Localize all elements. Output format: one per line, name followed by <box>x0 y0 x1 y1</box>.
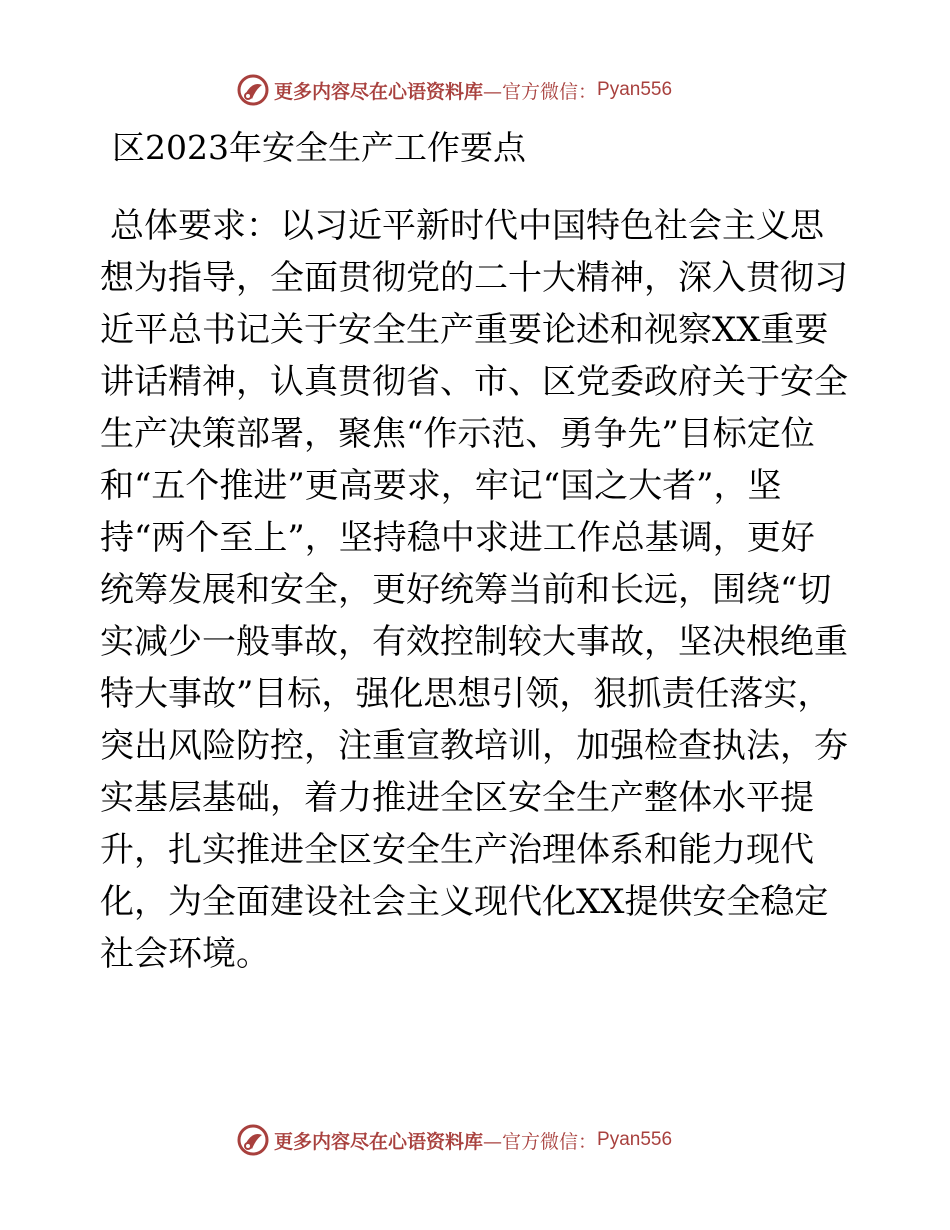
body-line: 近平总书记关于安全生产重要论述和视察XX重要 <box>100 310 829 350</box>
watermark-main-text: 更多内容尽在心语资料库 <box>274 80 484 103</box>
document-body <box>100 200 848 980</box>
body-line: 想为指导，全面贯彻党的二十大精神，深入贯彻习 <box>100 258 848 298</box>
body-line: 化，为全面建设社会主义现代化XX提供安全稳定 <box>100 882 829 922</box>
header-watermark <box>236 72 672 108</box>
body-line: 生产决策部署，聚焦“作示范、勇争先”目标定位 <box>100 414 815 454</box>
body-line: 讲话精神，认真贯彻省、市、区党委政府关于安全 <box>100 362 848 402</box>
watermark-sub-text: —官方微信： <box>483 1130 598 1153</box>
body-line: 总体要求：以习近平新时代中国特色社会主义思 <box>110 206 824 246</box>
watermark-sub-text: —官方微信： <box>483 80 598 103</box>
body-line: 实减少一般事故，有效控制较大事故，坚决根绝重 <box>100 622 848 662</box>
document-title: 区2023年安全生产工作要点 <box>112 128 526 167</box>
watermark-id-text: Pyan556 <box>597 1129 673 1150</box>
body-line: 特大事故”目标，强化思想引领，狠抓责任落实， <box>100 674 832 714</box>
body-line: 持“两个至上”，坚持稳中求进工作总基调，更好 <box>100 518 815 558</box>
watermark-id-text: Pyan556 <box>597 79 673 100</box>
body-line: 突出风险防控，注重宣教培训，加强检查执法，夯 <box>100 726 848 766</box>
footer-watermark <box>236 1122 672 1158</box>
body-line: 升，扎实推进全区安全生产治理体系和能力现代 <box>100 830 814 870</box>
body-line: 实基层基础，着力推进全区安全生产整体水平提 <box>100 778 814 818</box>
watermark-main-text: 更多内容尽在心语资料库 <box>274 1130 484 1153</box>
bookmark-seal-icon <box>236 73 270 107</box>
body-line: 社会环境。 <box>100 934 270 974</box>
body-line: 和“五个推进”更高要求，牢记“国之大者”，坚 <box>100 466 782 506</box>
body-line: 统筹发展和安全，更好统筹当前和长远，围绕“切 <box>100 570 832 610</box>
bookmark-seal-icon <box>236 1123 270 1157</box>
